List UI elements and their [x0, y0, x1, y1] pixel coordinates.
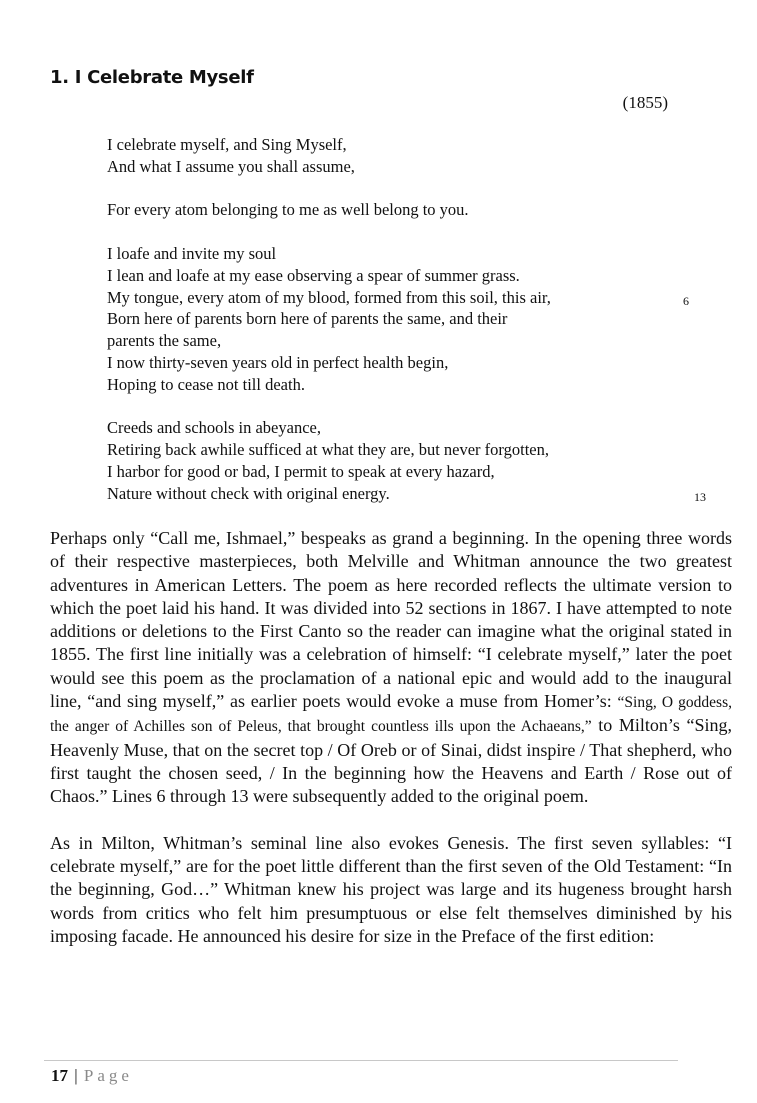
poem-stanza	[107, 199, 707, 221]
poem-line: Retiring back awhile sufficed at what they are, but never forgotten,	[107, 440, 549, 460]
poem-line: Hoping to cease not till death.	[107, 374, 305, 394]
commentary	[50, 527, 732, 972]
poem-line: parents the same,	[107, 331, 222, 351]
poem-line: I lean and loafe at my ease observing a spear of summer grass.	[107, 265, 520, 285]
paragraph-text: Perhaps only “Call me, Ishmael,” bespeaks as grand a beginning. In the opening three words of their respective masterpieces, both Melville and Whitman announce the two greatest adventures in American Letters. The poem as here recorded reflects the ultimate version to which the poet laid his hand. It was divided into 52 sections in 1867. I have attempted to note additions or deletions to the First Canto so the reader can imagine what the original stated in 1855. The first line initially was a celebration of himself: “I celebrate myself,” later the poet would see this poem as the proclamation of a national epic and would add to the inaugural line, “and sing myself,” as earlier poets would evoke a muse from Homer’s:	[50, 528, 732, 712]
poem-stanza	[107, 243, 707, 396]
poem-line-text: Nature without check with original energy.	[107, 483, 390, 503]
commentary-paragraph	[50, 527, 732, 809]
poem-line: I loafe and invite my soul	[107, 243, 277, 263]
poem-year: (1855)	[622, 93, 668, 112]
line-number: 13	[694, 489, 706, 504]
homer-quote: “Sing, O goddess, the anger of Achilles son of Peleus, that brought countless ills upon the Achaeans,”	[50, 694, 732, 736]
poem-line: I celebrate myself, and Sing Myself,	[107, 135, 347, 154]
page-label: Page	[83, 1066, 133, 1085]
commentary-paragraph: As in Milton, Whitman’s seminal line also evokes Genesis. The first seven syllables: “I celebrate myself,” are for the poet little different than the first seven of the Old Testament: “In the beginning, God…” Whitman knew his project was large and its hugeness brought harsh words from critics who felt him presumptuous or else felt themselves diminished by his imposing facade. He announced his desire for size in the Preface of the first edition:	[50, 832, 732, 947]
line-number: 6	[683, 293, 689, 308]
poem-stanza	[107, 134, 707, 178]
page-number: 17	[51, 1066, 68, 1085]
poem-line: Creeds and schools in abeyance,	[107, 418, 321, 438]
poem-excerpt	[107, 134, 707, 526]
poem-line-with-number	[107, 483, 707, 505]
footer-divider	[44, 1060, 678, 1061]
poem-line: I harbor for good or bad, I permit to speak at every hazard,	[107, 461, 495, 481]
page-footer	[51, 1066, 133, 1086]
paragraph-text: to Milton’s “Sing, Heavenly Muse, that on the secret top / Of Oreb or of Sinai, didst inspire / That shepherd, who first taught the chosen seed, / In the beginning how the Heavens and Earth / Rose out of Chaos.” Lines 6 through 13 were subsequently added to the original poem.	[50, 715, 733, 807]
footer-separator: |	[70, 1066, 82, 1085]
poem-line-text: My tongue, every atom of my blood, formed from this soil, this air,	[107, 287, 551, 307]
poem-stanza	[107, 417, 707, 504]
poem-line: And what I assume you shall assume,	[107, 156, 355, 176]
poem-line: I now thirty-seven years old in perfect health begin,	[107, 352, 449, 372]
poem-line-with-number	[107, 287, 707, 309]
poem-line: Born here of parents born here of parents the same, and their	[107, 309, 508, 329]
poem-line: For every atom belonging to me as well belong to you.	[107, 200, 469, 220]
section-heading: 1. I Celebrate Myself	[50, 67, 254, 88]
